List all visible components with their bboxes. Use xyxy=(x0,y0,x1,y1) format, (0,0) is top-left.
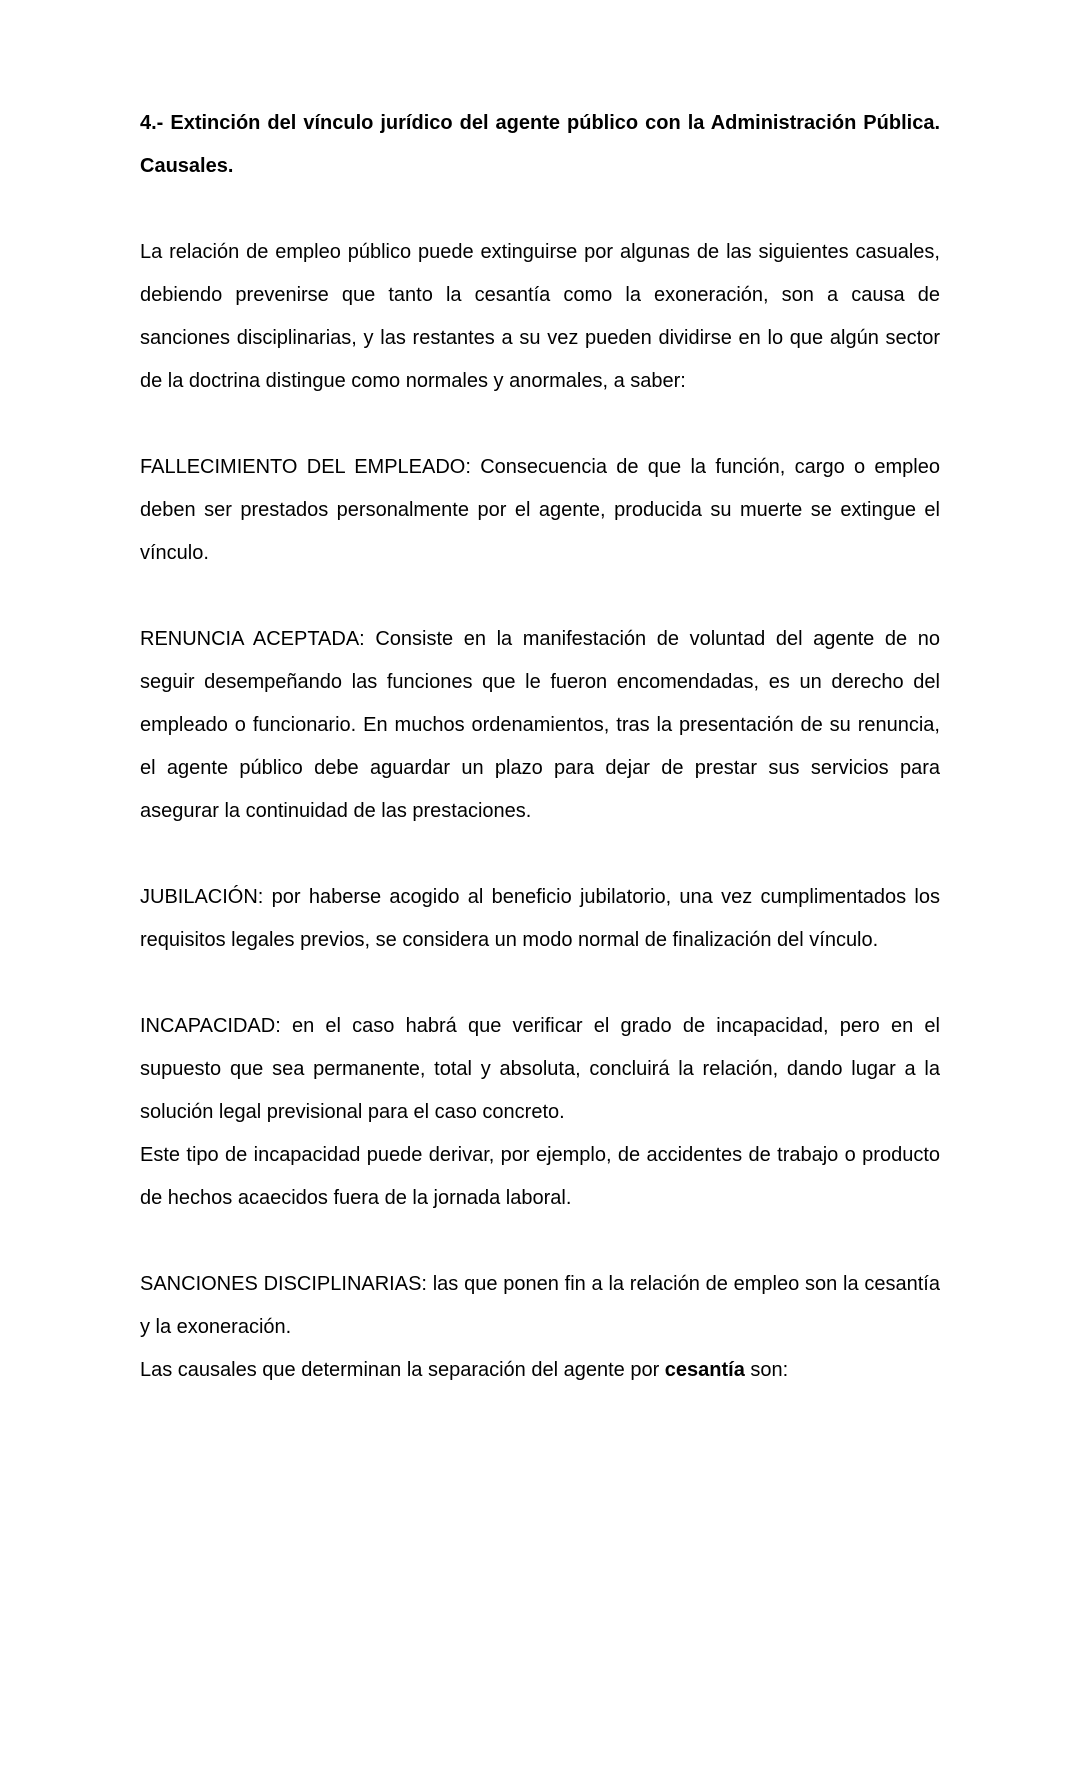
paragraph-jubilacion: JUBILACIÓN: por haberse acogido al beneficio jubilatorio, una vez cumplimentados los requisitos legales previos, se considera un modo normal de finalización del vínculo. xyxy=(140,886,940,951)
paragraph-causales xyxy=(140,1349,940,1392)
paragraph-sanciones: SANCIONES DISCIPLINARIAS: las que ponen fin a la relación de empleo son la cesantía y la exoneración. xyxy=(140,1273,940,1338)
paragraph-renuncia: RENUNCIA ACEPTADA: Consiste en la manifestación de voluntad del agente de no seguir desempeñando las funciones que le fueron encomendadas, es un derecho del empleado o funcionario. En muchos ordenamientos, tras la presentación de su renuncia, el agente público debe aguardar un plazo para dejar de prestar sus servicios para asegurar la continuidad de las prestaciones. xyxy=(140,628,940,822)
document-title: 4.- Extinción del vínculo jurídico del agente público con la Administración Pública. Causales. xyxy=(140,112,940,177)
causales-text-before: Las causales que determinan la separación del agente por xyxy=(140,1359,665,1381)
paragraph-incapacidad-1: INCAPACIDAD: en el caso habrá que verificar el grado de incapacidad, pero en el supuesto que sea permanente, total y absoluta, concluirá la relación, dando lugar a la solución legal previsional para el caso concreto. xyxy=(140,1015,940,1123)
paragraph-intro: La relación de empleo público puede extinguirse por algunas de las siguientes casuales, debiendo prevenirse que tanto la cesantía como la exoneración, son a causa de sanciones disciplinarias, y las restantes a su vez pueden dividirse en lo que algún sector de la doctrina distingue como normales y anormales, a saber: xyxy=(140,241,940,392)
causales-bold-word: cesantía xyxy=(664,1359,745,1381)
paragraph-fallecimiento: FALLECIMIENTO DEL EMPLEADO: Consecuencia de que la función, cargo o empleo deben ser prestados personalmente por el agente, producida su muerte se extingue el vínculo. xyxy=(140,456,940,564)
causales-text-after: son: xyxy=(744,1359,789,1381)
paragraph-incapacidad-2: Este tipo de incapacidad puede derivar, por ejemplo, de accidentes de trabajo o producto de hechos acaecidos fuera de la jornada laboral. xyxy=(140,1144,940,1209)
